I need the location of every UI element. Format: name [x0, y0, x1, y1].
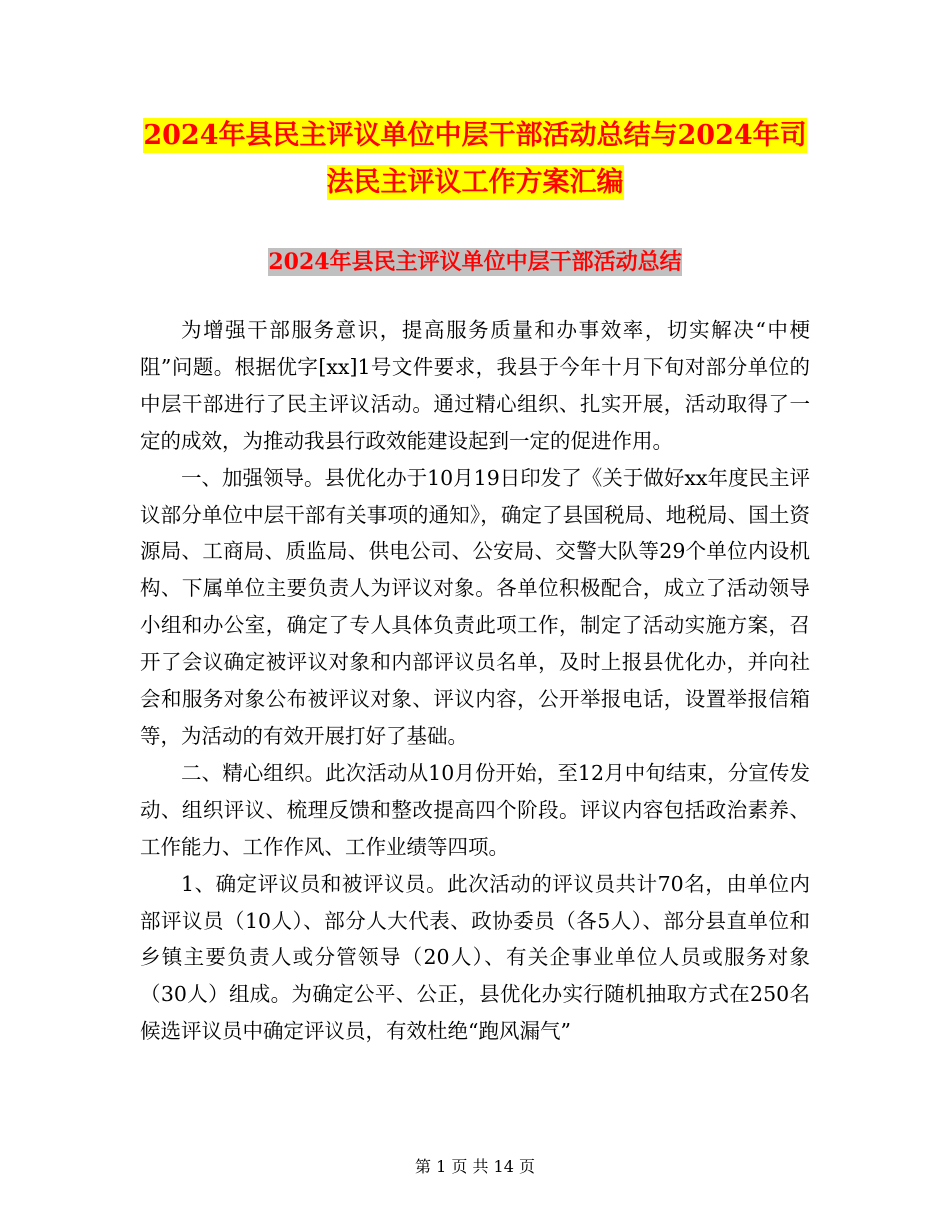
document-title: [140, 112, 810, 206]
paragraph: 1、确定评议员和被评议员。此次活动的评议员共计70名，由单位内部评议员（10人）、部分人大代表、政协委员（各5人）、部分县直单位和乡镇主要负责人或分管领导（20人）、有关企事业单位人员或服务对象（30人）组成。为确定公平、公正，县优化办实行随机抽取方式在250名候选评议员中确定评议员，有效杜绝“跑风漏气”: [140, 871, 810, 1044]
page-number: 第 1 页 共 14 页: [415, 1157, 535, 1176]
paragraph: 一、加强领导。县优化办于10月19日印发了《关于做好xx年度民主评议部分单位中层干部有关事项的通知》，确定了县国税局、地税局、国土资源局、工商局、质监局、供电公司、公安局、交警大队等29个单位内设机构、下属单位主要负责人为评议对象。各单位积极配合，成立了活动领导小组和办公室，确定了专人具体负责此项工作，制定了活动实施方案，召开了会议确定被评议对象和内部评议员名单，及时上报县优化办，并向社会和服务对象公布被评议对象、评议内容，公开举报电话，设置举报信箱等，为活动的有效开展打好了基础。: [140, 465, 810, 748]
body-text: [140, 312, 810, 1050]
paragraph: 为增强干部服务意识，提高服务质量和办事效率，切实解决“中梗阻”问题。根据优字[xx]1号文件要求，我县于今年十月下旬对部分单位的中层干部进行了民主评议活动。通过精心组织、扎实开展，活动取得了一定的成效，为推动我县行政效能建设起到一定的促进作用。: [140, 318, 810, 453]
section-title-text: 2024年县民主评议单位中层干部活动总结: [268, 249, 682, 275]
page-footer: [0, 1154, 950, 1177]
document-title-text: 2024年县民主评议单位中层干部活动总结与2024年司法民主评议工作方案汇编: [143, 120, 807, 198]
paragraph: 二、精心组织。此次活动从10月份开始，至12月中旬结束，分宣传发动、组织评议、梳理反馈和整改提高四个阶段。评议内容包括政治素养、工作能力、工作作风、工作业绩等四项。: [140, 760, 810, 859]
section-title: [140, 244, 810, 280]
